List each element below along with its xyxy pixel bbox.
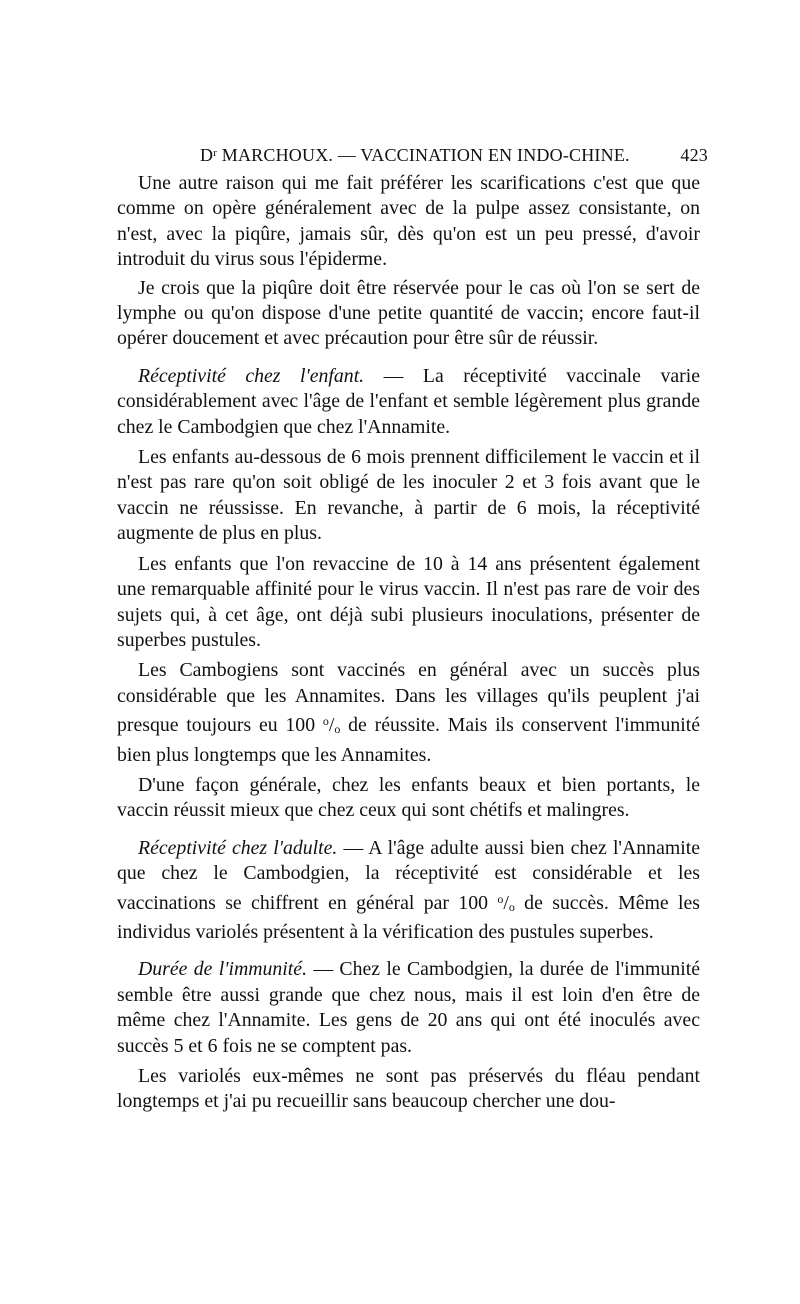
paragraph-receptivite-enfant (117, 364, 700, 440)
section-heading-adulte: Réceptivité chez l'adulte. (138, 836, 338, 859)
paragraph-9-text: — Chez le Cambodgien, la durée de l'immunité semble être aussi grande que chez nous, mais il est loin d'en être de même chez l'Annamite. Les gens de 20 ans qui ont été inoculés avec succès 5 et 6 fois ne se comptent pas. (117, 958, 700, 1057)
paragraph-8-part-b: de succès. Même les individus variolés présentent à la vérification des pustules superbes. (117, 891, 700, 943)
percent-sign-slash: / (503, 891, 509, 914)
paragraph-6 (117, 658, 700, 768)
paragraph-1: Une autre raison qui me fait préférer les scarifications c'est que que comme on opère généralement avec de la pulpe assez consistante, on n'est, avec la piqûre, jamais sûr, dès qu'on est un peu pressé, d'avoir introduit du virus sous l'épiderme. (117, 172, 700, 271)
percent-sign-top: o (322, 714, 329, 729)
percent-sign-slash: / (328, 714, 335, 737)
author-superscript: r (213, 147, 218, 159)
percent-sign-bottom: o (508, 899, 515, 914)
paragraph-3-text: — La réceptivité vaccinale varie considérablement avec l'âge de l'enfant et semble légèrement plus grande chez le Cambodgien que chez l'Annamite. (117, 364, 700, 438)
section-heading-enfant: Réceptivité chez l'enfant. (138, 364, 365, 387)
author-prefix: D (200, 145, 214, 165)
body-text (117, 171, 700, 1115)
percent-sign-top: o (497, 891, 504, 906)
paragraph-10: Les variolés eux-mêmes ne sont pas préservés du fléau pendant longtemps et j'ai pu recueillir sans beaucoup chercher une dou- (117, 1065, 700, 1113)
paragraph-duree-immunite (117, 957, 700, 1059)
percent-sign-bottom: o (334, 722, 341, 737)
title-text: MARCHOUX. — VACCINATION EN INDO-CHINE. (217, 145, 630, 165)
paragraph-5: Les enfants que l'on revaccine de 10 à 14 ans présentent également une remarquable affinité pour le virus vaccin. Il n'est pas rare de voir des sujets qui, à cet âge, ont déjà subi plusieurs inoculations, présenter de superbes pustules. (117, 552, 700, 651)
paragraph-6-part-b: de réussite. Mais ils conservent l'immunité bien plus longtemps que les Annamites. (117, 714, 700, 766)
running-header (200, 145, 708, 169)
paragraph-4: Les enfants au-dessous de 6 mois prennent difficilement le vaccin et il n'est pas rare qu'on soit obligé de les inoculer 2 et 3 fois avant que le vaccin ne réussisse. En revanche, à partir de 6 mois, la réceptivité augmente de plus en plus. (117, 446, 700, 545)
paragraph-2: Je crois que la piqûre doit être réservée pour le cas où l'on se sert de lymphe ou qu'on dispose d'une petite quantité de vaccin; encore faut-il opérer doucement et avec précaution pour être sûr de réussir. (117, 276, 700, 350)
paragraph-8-part-a: — A l'âge adulte aussi bien chez l'Annamite que chez le Cambodgien, la réceptivité est considérable et les vaccinations se chiffrent en général par 100 (117, 836, 701, 914)
paragraph-receptivite-adulte (117, 836, 700, 946)
paragraph-6-part-a: Les Cambogiens sont vaccinés en général avec un succès plus considérable que les Annamites. Dans les villages qu'ils peuplent j'ai presque toujours eu 100 (117, 659, 700, 737)
page-number: 423 (680, 145, 708, 165)
section-heading-immunite: Durée de l'immunité. (138, 958, 308, 981)
paragraph-7: D'une façon générale, chez les enfants beaux et bien portants, le vaccin réussit mieux que chez ceux qui sont chétifs et malingres. (117, 773, 700, 822)
running-title (200, 145, 630, 166)
